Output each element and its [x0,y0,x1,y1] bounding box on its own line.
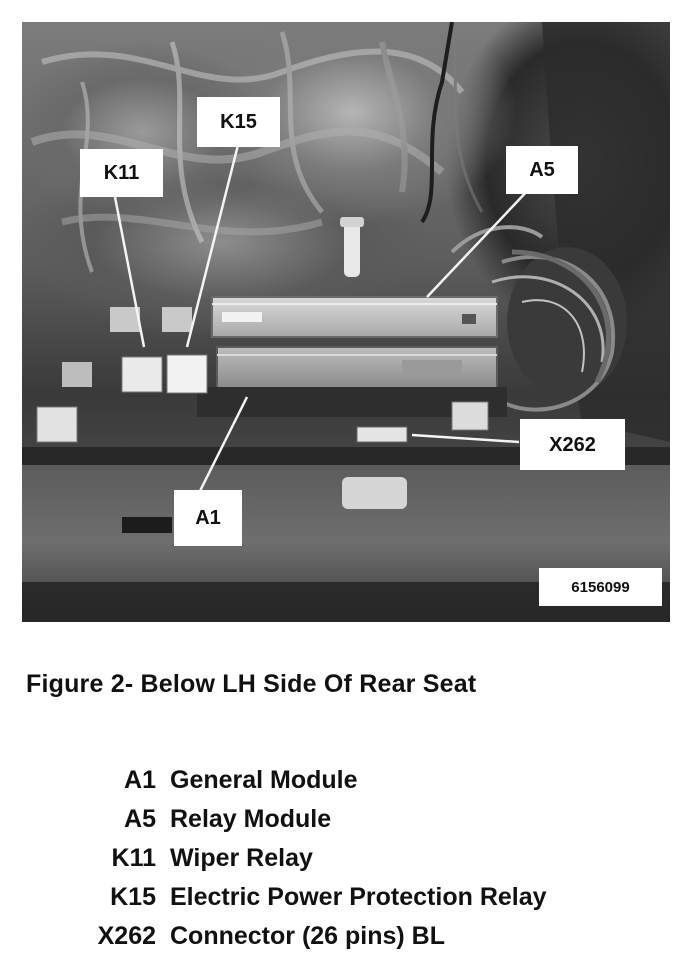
legend-row [70,883,547,922]
callout-k15: K15 [197,97,280,147]
legend-code: A5 [124,805,156,833]
legend-code: X262 [97,922,156,950]
legend-row [70,805,547,844]
cable-tie-post [344,222,360,277]
figure-caption: Figure 2- Below LH Side Of Rear Seat [26,670,477,698]
legend-row [70,766,547,805]
relay-k15 [167,355,207,393]
legend-code: A1 [124,766,156,794]
legend-code: K11 [111,844,156,872]
legend-row [70,844,547,883]
callout-x262: X262 [520,419,625,470]
legend-code: K15 [110,883,156,911]
component-legend [70,766,547,961]
legend-description: General Module [170,766,358,794]
legend-description: Electric Power Protection Relay [170,883,547,911]
callout-a1: A1 [174,490,242,546]
photo-illustration [22,22,670,622]
vehicle-photo [22,22,670,622]
connector-x262 [357,427,407,442]
relay-k11 [122,357,162,392]
legend-row [70,922,547,961]
upholstery-texture [32,22,482,272]
floor-plug [342,477,407,509]
legend-description: Connector (26 pins) BL [170,922,446,950]
legend-description: Wiper Relay [170,844,313,872]
module-a5 [212,297,497,337]
module-a1 [217,347,497,389]
callout-k11: K11 [80,149,163,197]
callout-a5: A5 [506,146,578,194]
legend-description: Relay Module [170,805,332,833]
photo-number: 6156099 [539,568,662,606]
